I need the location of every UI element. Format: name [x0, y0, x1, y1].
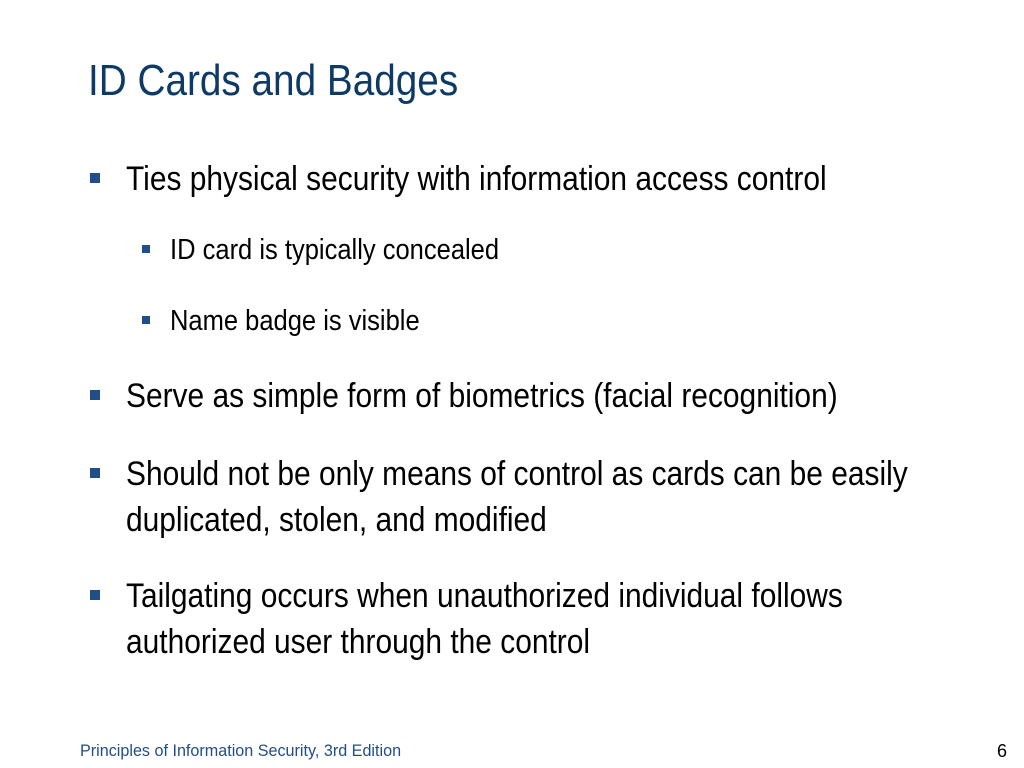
footer-text: Principles of Information Security, 3rd Edition	[80, 741, 402, 760]
sub-bullet-text: ID card is typically concealed	[170, 234, 500, 266]
page-number: 6	[996, 741, 1007, 761]
bullet-text: Ties physical security with information access control	[126, 160, 827, 198]
bullet-item	[90, 573, 1024, 665]
sub-bullet-item	[142, 301, 1024, 341]
bullet-text: Serve as simple form of biometrics (facial recognition)	[126, 377, 838, 415]
square-bullet-icon	[142, 316, 150, 324]
slide-title: ID Cards and Badges	[88, 56, 459, 105]
square-bullet-icon	[142, 245, 150, 253]
sub-bullet-text: Name badge is visible	[170, 305, 420, 337]
bullet-item	[90, 373, 1024, 419]
bullet-text-line: authorized user through the control	[126, 623, 591, 661]
bullet-text-line: Tailgating occurs when unauthorized individual follows	[126, 577, 843, 615]
bullet-item	[90, 451, 1024, 543]
bullet-item	[90, 156, 1024, 202]
square-bullet-icon	[90, 173, 100, 183]
bullet-text-line: duplicated, stolen, and modified	[126, 501, 547, 539]
square-bullet-icon	[90, 590, 100, 600]
square-bullet-icon	[90, 468, 100, 478]
bullet-text-line: Should not be only means of control as cards can be easily	[126, 455, 908, 493]
square-bullet-icon	[90, 390, 100, 400]
sub-bullet-item	[142, 230, 1024, 270]
